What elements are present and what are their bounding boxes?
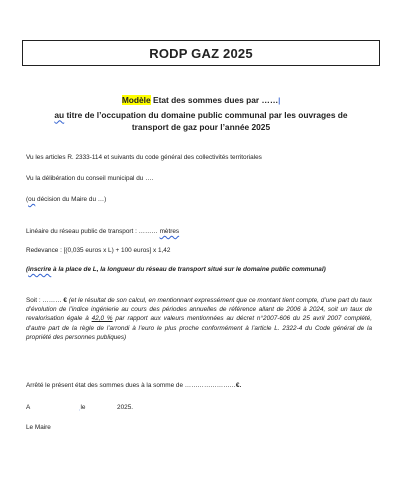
heading-line-1 (22, 94, 380, 109)
decision-line (26, 196, 106, 204)
signature-line: Le Maire (26, 424, 51, 431)
year-text: 2025. (117, 404, 134, 411)
arrete-euro: €. (235, 382, 242, 389)
heading-line-2-text: titre de l’occupation du domaine public communal par les ouvrages de (64, 109, 348, 120)
arrete-text: Arrêté le présent état des sommes dues à la somme de …………………… (26, 382, 236, 389)
title-box (22, 40, 380, 66)
text-cursor-icon: | (278, 98, 281, 105)
inscrire-text: à la place de L, la longueur du réseau de transport situé sur le domaine public communal) (51, 266, 326, 273)
lineaire-line (26, 228, 179, 236)
soit-lead: Soit : ……… (26, 297, 64, 304)
soit-euro: € (63, 297, 67, 304)
vu-articles-line: Vu les articles R. 2333-114 et suivants du code général des collectivités territoriales (26, 154, 262, 161)
document-title: RODP GAZ 2025 (149, 45, 253, 61)
arrete-line (26, 382, 241, 390)
document-heading (22, 94, 380, 134)
soit-text-1: (et le résultat de son calcul, en mentionnant expressément que ce montant tient compte, d’une part du taux d’évolution de l’indice ingénierie au cours des périodes annuelles de référence allant de 2006 à 2024, soit un taux de revalorisation égale à (26, 297, 372, 323)
inscrire-note (26, 266, 326, 274)
soit-rate: 42,0 % (91, 315, 113, 323)
decision-text: décision du Maire du …) (35, 196, 107, 203)
soit-paragraph (26, 296, 372, 342)
inscrire-spellcheck-word: inscrire (28, 266, 52, 273)
heading-line-3: transport de gaz pour l’année 2025 (131, 122, 271, 132)
mark-icon: ˌ (78, 405, 81, 411)
lineaire-unit: mètres (159, 228, 180, 235)
redevance-line: Redevance : [(0,035 euros x L) + 100 euros] x 1,42 (26, 247, 171, 254)
le-label: le (80, 404, 86, 411)
soit-text-2: par rapport aux valeurs mentionnées au décret n°2007-606 du 25 avril 2007 complété, d’autre part de la règle de l’arrondi à l’euro le plus proche conformément à l’article L. 2322-4 du Code général de la propriété des personnes publiques) (26, 315, 372, 341)
vu-deliberation-line: Vu la délibération du conseil municipal du …. (26, 175, 154, 182)
a-label: A (26, 404, 30, 411)
place-date-line (26, 404, 133, 412)
heading-spellcheck-word: au (54, 109, 65, 120)
inscrire-prefix: ( (26, 266, 29, 273)
decision-spellcheck-word: ou (28, 196, 36, 203)
heading-line-2 (22, 109, 380, 122)
highlighted-model-word: Modèle (121, 95, 151, 105)
lineaire-text: Linéaire du réseau public de transport : ……… (26, 228, 160, 235)
decision-prefix: ( (26, 196, 29, 203)
heading-line-1-text: Etat des sommes dues par …… (150, 95, 279, 105)
